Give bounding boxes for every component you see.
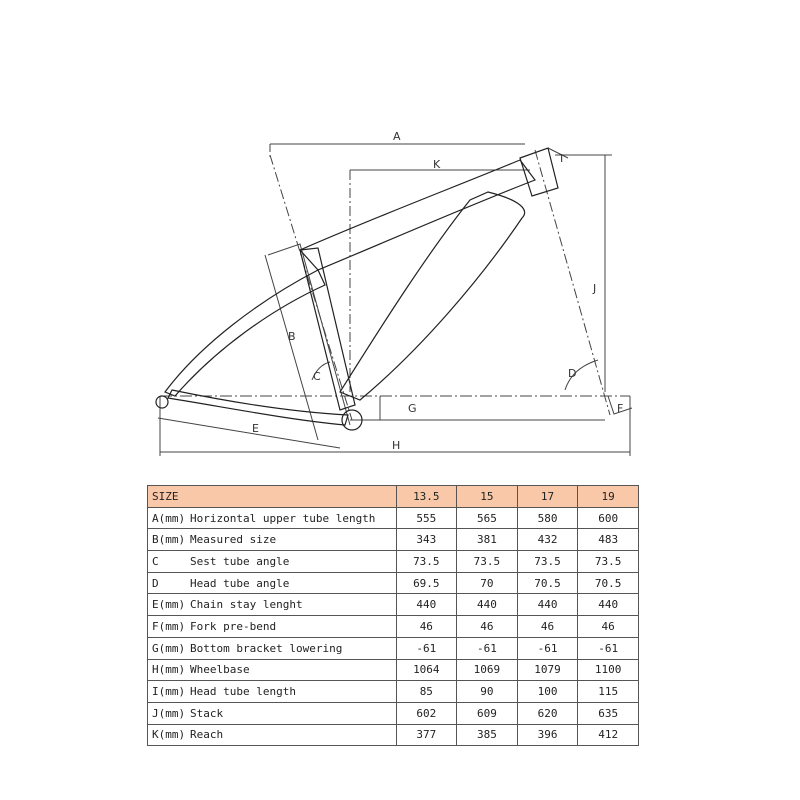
table-row xyxy=(148,507,639,529)
down-tube xyxy=(340,192,525,400)
row-code: A(mm) xyxy=(152,511,186,525)
row-value: 115 xyxy=(578,681,639,703)
row-code: J(mm) xyxy=(152,706,186,720)
row-label xyxy=(148,551,397,573)
row-value: 46 xyxy=(457,616,518,638)
row-value: 70.5 xyxy=(578,572,639,594)
label-g: G xyxy=(408,402,417,415)
row-value: 100 xyxy=(517,681,578,703)
row-value: 440 xyxy=(517,594,578,616)
row-name: Stack xyxy=(190,706,224,720)
row-label xyxy=(148,529,397,551)
row-code: F(mm) xyxy=(152,619,186,633)
label-i: I xyxy=(560,152,564,165)
row-name: Wheelbase xyxy=(190,663,250,677)
row-value: 565 xyxy=(457,507,518,529)
row-value: 73.5 xyxy=(578,551,639,573)
row-name: Reach xyxy=(190,728,224,742)
row-code: I(mm) xyxy=(152,685,186,699)
row-value: 600 xyxy=(578,507,639,529)
label-e: E xyxy=(252,422,259,435)
row-value: 440 xyxy=(578,594,639,616)
row-label xyxy=(148,616,397,638)
row-value: 70 xyxy=(457,572,518,594)
size-17-header: 17 xyxy=(517,486,578,508)
row-value: 73.5 xyxy=(396,551,457,573)
row-value: 555 xyxy=(396,507,457,529)
row-code: H(mm) xyxy=(152,663,186,677)
row-value: 635 xyxy=(578,702,639,724)
row-value: 1064 xyxy=(396,659,457,681)
row-name: Sest tube angle xyxy=(190,554,290,568)
size-19-header: 19 xyxy=(578,486,639,508)
row-name: Head tube angle xyxy=(190,576,290,590)
size-13-5-header: 13.5 xyxy=(396,486,457,508)
row-code: B(mm) xyxy=(152,533,186,547)
row-label xyxy=(148,572,397,594)
table-row xyxy=(148,637,639,659)
row-value: 73.5 xyxy=(457,551,518,573)
row-value: 1079 xyxy=(517,659,578,681)
row-value: 483 xyxy=(578,529,639,551)
table-body xyxy=(148,507,639,746)
row-value: -61 xyxy=(396,637,457,659)
row-label xyxy=(148,681,397,703)
size-header: SIZE xyxy=(148,486,397,508)
row-label xyxy=(148,594,397,616)
row-value: 69.5 xyxy=(396,572,457,594)
row-code: G(mm) xyxy=(152,641,186,655)
row-label xyxy=(148,507,397,529)
row-value: 46 xyxy=(396,616,457,638)
label-c: C xyxy=(313,370,321,383)
row-code: C xyxy=(152,554,159,568)
row-label xyxy=(148,659,397,681)
row-value: -61 xyxy=(517,637,578,659)
row-label xyxy=(148,637,397,659)
table-header-row xyxy=(148,486,639,508)
row-value: -61 xyxy=(457,637,518,659)
rear-dropout xyxy=(156,396,168,408)
label-b: B xyxy=(288,330,296,343)
label-a: A xyxy=(393,130,401,143)
label-h: H xyxy=(392,439,401,452)
row-value: 580 xyxy=(517,507,578,529)
row-value: 85 xyxy=(396,681,457,703)
row-code: K(mm) xyxy=(152,728,186,742)
row-code: D xyxy=(152,576,159,590)
row-value: 70.5 xyxy=(517,572,578,594)
row-value: 440 xyxy=(457,594,518,616)
table-row xyxy=(148,572,639,594)
row-name: Bottom bracket lowering xyxy=(190,641,343,655)
label-f: F xyxy=(617,402,624,415)
head-tube xyxy=(520,148,558,196)
row-value: 343 xyxy=(396,529,457,551)
row-value: 46 xyxy=(517,616,578,638)
row-value: 46 xyxy=(578,616,639,638)
table-row xyxy=(148,616,639,638)
table-row xyxy=(148,724,639,746)
row-name: Measured size xyxy=(190,533,277,547)
size-15-header: 15 xyxy=(457,486,518,508)
row-value: 620 xyxy=(517,702,578,724)
row-name: Horizontal upper tube length xyxy=(190,511,376,525)
table-row xyxy=(148,594,639,616)
row-value: 381 xyxy=(457,529,518,551)
row-code: E(mm) xyxy=(152,598,186,612)
row-value: 385 xyxy=(457,724,518,746)
label-j: J xyxy=(593,282,597,295)
row-value: 432 xyxy=(517,529,578,551)
table-row xyxy=(148,681,639,703)
row-name: Fork pre-bend xyxy=(190,619,277,633)
chain-stay xyxy=(168,390,348,425)
row-value: -61 xyxy=(578,637,639,659)
row-value: 1100 xyxy=(578,659,639,681)
geometry-table xyxy=(147,485,639,746)
row-value: 609 xyxy=(457,702,518,724)
row-name: Chain stay lenght xyxy=(190,598,303,612)
seat-stay xyxy=(165,270,325,396)
row-value: 396 xyxy=(517,724,578,746)
dim-i-line xyxy=(548,148,568,158)
row-value: 1069 xyxy=(457,659,518,681)
row-value: 73.5 xyxy=(517,551,578,573)
label-k: K xyxy=(433,158,441,171)
row-value: 377 xyxy=(396,724,457,746)
row-value: 602 xyxy=(396,702,457,724)
table-row xyxy=(148,702,639,724)
row-label xyxy=(148,702,397,724)
table-row xyxy=(148,529,639,551)
seat-axis-line xyxy=(270,155,352,420)
row-value: 90 xyxy=(457,681,518,703)
dim-b-line xyxy=(268,244,350,425)
row-label xyxy=(148,724,397,746)
row-name: Head tube length xyxy=(190,685,296,699)
top-tube xyxy=(300,160,535,270)
row-value: 412 xyxy=(578,724,639,746)
table-row xyxy=(148,551,639,573)
row-value: 440 xyxy=(396,594,457,616)
label-d: D xyxy=(568,367,577,380)
table-row xyxy=(148,659,639,681)
